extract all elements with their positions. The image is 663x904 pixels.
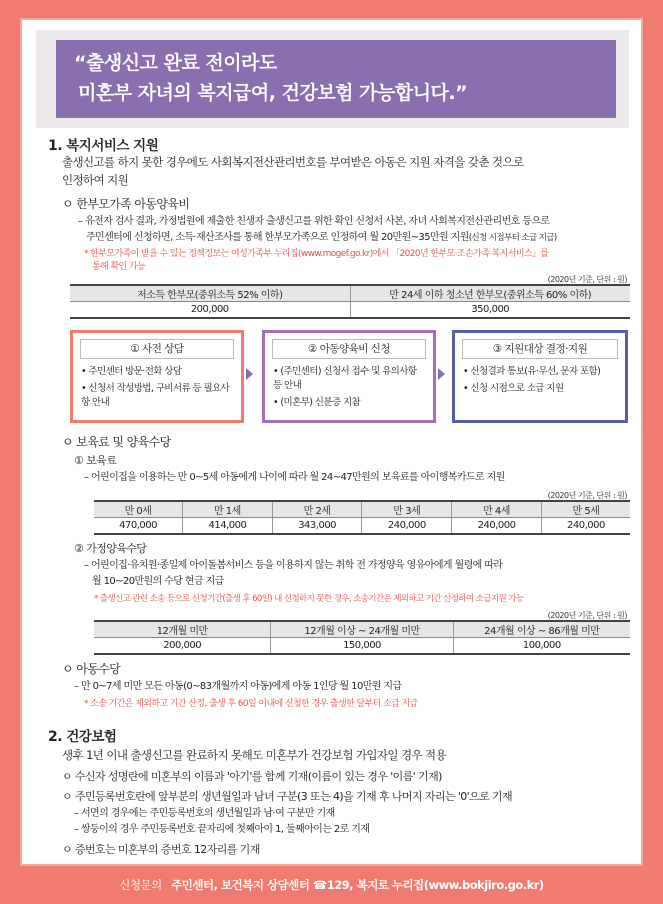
month-val-2: 150,000 bbox=[271, 638, 453, 654]
section2-num: 2. bbox=[48, 729, 63, 745]
step2-item1: • (주민센터) 신청서 접수 및 유의사항 등 안내 bbox=[273, 366, 417, 391]
sub1-col-2: 만 24세 이하 청소년 한부모(중위소득 60% 이하) bbox=[350, 285, 630, 302]
sub2b-table bbox=[94, 620, 630, 655]
sub2b-table-note: (2020년 기준, 단위 : 원) bbox=[547, 611, 627, 620]
section1-num: 1. bbox=[48, 138, 63, 154]
step1-item1: • 주민센터 방문·전화 상담 bbox=[81, 366, 182, 377]
section2-intro: 생후 1년 이내 출생신고를 완료하지 못해도 미혼부가 건강보험 가입자일 경우 적용 bbox=[62, 748, 447, 762]
age5-value: 240,000 bbox=[541, 518, 630, 534]
step3-item2: • 신청 시점으로 소급 지원 bbox=[463, 383, 564, 394]
month-col-3: 24개월 이상 ~ 86개월 미만 bbox=[453, 621, 630, 638]
headline bbox=[56, 40, 616, 118]
sub2a-title: ① 보육료 bbox=[74, 454, 117, 467]
document-page bbox=[20, 18, 643, 866]
sub3-line: – 만 0~7세 미만 모든 아동(0~83개월까지 아동)에게 아동 1인당 월 10만원 지급 bbox=[74, 681, 402, 692]
age5-header: 만 5세 bbox=[541, 501, 630, 518]
headline-banner bbox=[36, 30, 629, 128]
sub1-title: ㅇ 한부모가족 아동양육비 bbox=[62, 197, 190, 211]
sub2b-line1: – 어린이집·유치원·종일제 아이돌봄서비스 등을 이용하지 않는 취학 전 가정양육 영유아에게 월령에 따라 bbox=[84, 560, 503, 571]
step-box-1 bbox=[70, 330, 244, 423]
section2-bullet1: ㅇ 수신자 성명란에 미혼부의 이름과 '아기'를 함께 기재(이름이 있는 경우 '이름' 기재) bbox=[62, 770, 442, 783]
age4-header: 만 4세 bbox=[452, 501, 542, 518]
step2-title: ② 아동양육비 신청 bbox=[272, 339, 426, 359]
month-val-1: 200,000 bbox=[94, 638, 271, 654]
age1-value: 414,000 bbox=[183, 518, 273, 534]
sub2b-title: ② 가정양육수당 bbox=[74, 542, 147, 555]
arrow-icon bbox=[438, 368, 445, 380]
age3-header: 만 3세 bbox=[362, 501, 452, 518]
headline-line1: “출생신고 완료 전이라도 bbox=[74, 52, 277, 74]
section2-bullet2: ㅇ 주민등록번호란에 앞부분의 생년월일과 남녀 구분(3 또는 4)을 기재 후 나머지 자리는 '0'으로 기재 bbox=[62, 790, 513, 803]
sub1-line2-small: (신청 시점부터 소급 지급) bbox=[468, 233, 557, 243]
sub1-line2: 주민센터에 신청하면, 소득·재산조사를 통해 한부모가족으로 인정하여 월 20만원~35만원 지원 bbox=[86, 232, 469, 243]
step1-item2: • 신청서 작성방법, 구비서류 등 필요사항 안내 bbox=[81, 383, 230, 408]
sub1-note-line1: * 한부모가족이 받을 수 있는 정책정보는 여성가족부 누리집(www.mogef.go.kr)에서 「2020년 한부모·조손가족 복지서비스」를 bbox=[84, 249, 549, 259]
age1-header: 만 1세 bbox=[183, 501, 273, 518]
age2-header: 만 2세 bbox=[272, 501, 362, 518]
step1-title: ① 사전 상담 bbox=[80, 339, 234, 359]
section2-bullet2a: – 서면의 경우에는 주민등록번호의 생년월일과 남·여 구분만 기재 bbox=[74, 808, 335, 819]
sub1-table bbox=[70, 284, 630, 319]
sub2a-line: – 어린이집을 이용하는 만 0~5세 아동에게 나이에 따라 월 24~47만원의 보육료를 아이행복카드로 지원 bbox=[84, 472, 505, 483]
section2-heading bbox=[48, 725, 116, 745]
section1-heading bbox=[48, 134, 158, 154]
sub1-note-line2: 통해 확인 가능 bbox=[92, 262, 146, 272]
sub1-val-2: 350,000 bbox=[350, 302, 630, 318]
section2-bullet2b: – 쌍둥이의 경우 주민등록번호 끝자리에 첫째아이 1, 둘째아이는 2로 기재 bbox=[74, 824, 370, 835]
sub1-desc bbox=[78, 214, 557, 246]
sub2a-table-note: (2020년 기준, 단위 : 원) bbox=[547, 491, 627, 500]
footer-contact-info: 주민센터, 보건복지 상담센터 ☎129, 복지로 누리집(www.bokjiro.go.kr) bbox=[171, 878, 544, 892]
section2-title: 건강보험 bbox=[66, 729, 117, 745]
section1-intro-line2: 인정하여 지원 bbox=[62, 173, 129, 187]
month-col-1: 12개월 미만 bbox=[94, 621, 271, 638]
footer-contact bbox=[0, 866, 663, 904]
age3-value: 240,000 bbox=[362, 518, 452, 534]
age2-value: 343,000 bbox=[272, 518, 362, 534]
month-val-3: 100,000 bbox=[453, 638, 630, 654]
age0-header: 만 0세 bbox=[94, 501, 183, 518]
sub1-col-1: 저소득 한부모(중위소득 52% 이하) bbox=[70, 285, 350, 302]
step2-body bbox=[273, 365, 427, 413]
step3-title: ③ 지원대상 결정·지원 bbox=[462, 339, 618, 359]
section1-intro bbox=[62, 153, 523, 189]
month-col-2: 12개월 이상 ~ 24개월 미만 bbox=[271, 621, 453, 638]
sub1-table-note: (2020년 기준, 단위 : 원) bbox=[547, 275, 627, 284]
sub3-title: ㅇ 아동수당 bbox=[62, 662, 121, 676]
step-box-2 bbox=[262, 330, 436, 423]
step3-body bbox=[463, 365, 619, 399]
step3-item1: • 신청결과 통보(유·무선, 문자 포함) bbox=[463, 366, 601, 377]
section1-intro-line1: 출생신고를 하지 못한 경우에도 사회복지전산관리번호를 부여받은 아동은 지원 자격을 갖춘 것으로 bbox=[62, 155, 524, 169]
section1-title: 복지서비스 지원 bbox=[66, 138, 159, 154]
sub1-note bbox=[84, 248, 549, 274]
sub3-note: * 소송 기간은 제외하고 기간 산정, 출생 후 60일 이내에 신청한 경우 출생한 달부터 소급 지급 bbox=[84, 699, 418, 709]
footer-label: 신청문의 bbox=[119, 878, 162, 892]
sub2b-line2: 월 10~20만원의 수당 현금 지급 bbox=[92, 576, 224, 587]
step1-body bbox=[81, 365, 235, 413]
arrow-icon bbox=[246, 368, 253, 380]
step2-item2: • (미혼부) 신분증 지참 bbox=[273, 397, 361, 408]
sub2-title: ㅇ 보육료 및 양육수당 bbox=[62, 435, 171, 449]
sub1-val-1: 200,000 bbox=[70, 302, 350, 318]
headline-line2: 미혼부 자녀의 복지급여, 건강보험 가능합니다.” bbox=[78, 82, 468, 104]
sub2a-table bbox=[94, 500, 630, 535]
sub1-line1: – 유전자 검사 결과, 가정법원에 제출한 친생자 출생신고를 위한 확인 신청서 사본, 자녀 사회복지전산관리번호 등으로 bbox=[78, 216, 550, 227]
age0-value: 470,000 bbox=[94, 518, 183, 534]
sub2b-note: * 출생신고 관련 소송 등으로 신청기간(출생 후 60일) 내 신청하지 못한 경우, 소송기간은 제외하고 기간 산정하여 소급지원 가능 bbox=[94, 594, 524, 604]
sub2b-desc bbox=[84, 558, 502, 590]
age4-value: 240,000 bbox=[452, 518, 542, 534]
step-box-3 bbox=[452, 330, 628, 423]
section2-bullet3: ㅇ 증번호는 미혼부의 증번호 12자리를 기재 bbox=[62, 843, 260, 856]
section2-bullet2-detail bbox=[74, 806, 369, 838]
